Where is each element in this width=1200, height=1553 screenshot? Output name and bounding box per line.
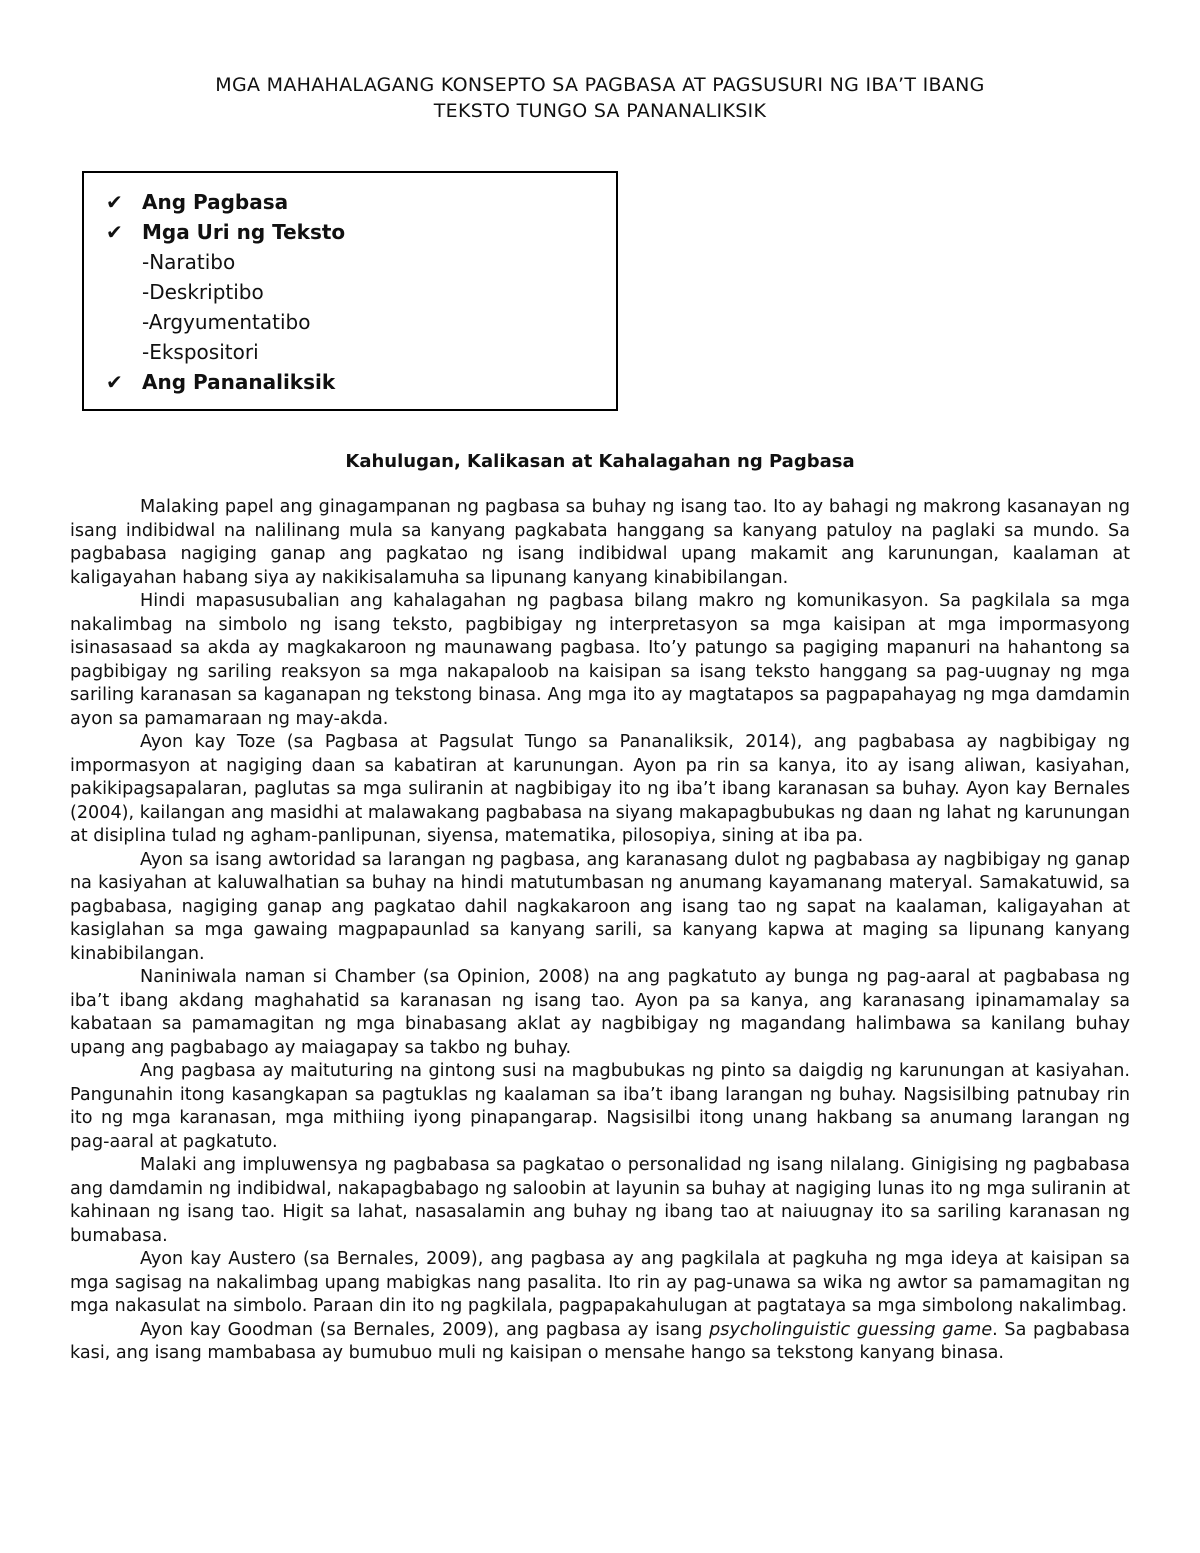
subtopic-naratibo: -Naratibo xyxy=(142,250,236,274)
topic-label: Ang Pananaliksik xyxy=(142,370,336,394)
checkmark-icon: ✔ xyxy=(106,370,123,394)
topic-label: Ang Pagbasa xyxy=(142,190,289,214)
title-line-2: TEKSTO TUNGO SA PANANALIKSIK xyxy=(433,100,767,122)
title-line-1: MGA MAHAHALAGANG KONSEPTO SA PAGBASA AT PAGSUSURI NG IBA’T IBANG xyxy=(215,74,985,96)
topic-item-pagbasa xyxy=(106,187,616,217)
subtopic-ekspositori: -Ekspositori xyxy=(142,340,259,364)
paragraph-9-text-end: . Sa pagbabasa kasi, ang isang mambabasa ay bumubuo muli ng kaisipan o mensahe hango sa tekstong kanyang binasa. xyxy=(70,1319,1131,1363)
topics-box xyxy=(82,171,618,411)
paragraph-2: Hindi mapasusubalian ang kahalagahan ng pagbasa bilang makro ng komunikasyon. Sa pagkilala sa mga nakalimbag na simbolo ng isang teksto, pagbibigay ng interpretasyon sa mga kaisipan at mga impormasyong isinasasaad sa akda ay magkakaroon ng maunawang pagbasa. Ito’y patungo sa pagiging mapanuri na hahantong sa pagbibigay ng sariling reaksyon sa mga nakapaloob na kaisipan sa isang teksto hanggang sa pag-uugnay ng mga sariling karanasan sa kaganapan ng tekstong binasa. Ang mga ito ay magtatapos sa pagpapahayag ng mga damdamin ayon sa pamamaraan ng may-akda. xyxy=(70,591,1130,729)
paragraph-4: Ayon sa isang awtoridad sa larangan ng pagbasa, ang karanasang dulot ng pagbabasa ay nagbibigay ng ganap na kasiyahan at kaluwalhatian sa buhay na hindi matutumbasan ng anumang kayamanang materyal. Samakatuwid, sa pagbabasa, nagiging ganap ang pagkatao dahil nagkakaroon ang isang tao ng sapat na kaalaman, kaligayahan at kasiglahan sa mga gawaing magpapaunlad sa kanyang sarili, sa kanyang kapwa at maging sa lipunang kanyang kinabibilangan. xyxy=(70,849,1130,964)
paragraph-5: Naniniwala naman si Chamber (sa Opinion, 2008) na ang pagkatuto ay bunga ng pag-aaral at pagbabasa ng iba’t ibang akdang maghahatid sa karanasan ng isang tao. Ayon pa sa kanya, ang karanasang ipinamamalay sa kabataan sa pamamagitan ng mga binabasang aklat ay nagbibigay ng magandang halimbawa sa kanilang buhay upang ang pagbabago ay maiagapay sa takbo ng buhay. xyxy=(70,967,1130,1058)
paragraph-6: Ang pagbasa ay maituturing na gintong susi na magbubukas ng pinto sa daigdig ng karunungan at kasiyahan. Pangunahin itong kasangkapan sa pagtuklas ng kaalaman sa iba’t ibang larangan ng buhay. Nagsisilbing patnubay rin ito ng mga karanasan, mga mithiing iyong pinapangarap. Nagsisilbi itong unang hakbang sa anumang larangan ng pag-aaral at pagkatuto. xyxy=(70,1061,1130,1152)
section-heading: Kahulugan, Kalikasan at Kahalagahan ng Pagbasa xyxy=(345,451,855,472)
italic-term: psycholinguistic guessing game xyxy=(709,1319,993,1340)
checkmark-icon: ✔ xyxy=(106,190,123,214)
body-text xyxy=(70,496,1130,1366)
document-title xyxy=(60,72,1140,124)
paragraph-9 xyxy=(70,1319,1130,1366)
topic-item-pananaliksik xyxy=(106,367,616,397)
paragraph-8: Ayon kay Austero (sa Bernales, 2009), ang pagbasa ay ang pagkilala at pagkuha ng mga ideya at kaisipan sa mga sagisag na nakalimbag upang mabigkas nang pasalita. Ito rin ay pag-unawa sa wika ng awtor sa pamamagitan ng mga nakasulat na simbolo. Paraan din ito ng pagkilala, pagpapakahulugan at pagtataya sa mga simbolong nakalimbag. xyxy=(70,1249,1130,1316)
topic-label: Mga Uri ng Teksto xyxy=(142,220,346,244)
subtopic-deskriptibo: -Deskriptibo xyxy=(142,280,264,304)
paragraph-3: Ayon kay Toze (sa Pagbasa at Pagsulat Tungo sa Pananaliksik, 2014), ang pagbabasa ay nagbibigay ng impormasyon at nagiging daan sa kabatiran at karunungan. Ayon pa rin sa kanya, ito ay isang aliwan, kasiyahan, pakikipagsapalaran, paglutas sa mga suliranin at nagbibigay ito ng iba’t ibang karanasan sa buhay. Ayon kay Bernales (2004), kailangan ang masidhi at malawakang pagbabasa na siyang makapagbubukas ng daan ng lahat ng karunungan at disiplina tulad ng agham-panlipunan, siyensa, matematika, pilosopiya, sining at iba pa. xyxy=(70,732,1130,846)
paragraph-9-text: Ayon kay Goodman (sa Bernales, 2009), ang pagbasa ay isang xyxy=(140,1319,710,1340)
topic-item-uri-ng-teksto xyxy=(106,217,616,247)
subtopic-argyumentatibo: -Argyumentatibo xyxy=(142,310,311,334)
checkmark-icon: ✔ xyxy=(106,220,123,244)
paragraph-1: Malaking papel ang ginagampanan ng pagbasa sa buhay ng isang tao. Ito ay bahagi ng makrong kasanayan ng isang indibidwal na nalilinang mula sa kanyang pagkabata hanggang sa kanyang patuloy na paglaki sa mundo. Sa pagbabasa nagiging ganap ang pagkatao ng isang indibidwal upang makamit ang karunungan, kaalaman at kaligayahan habang siya ay nakikisalamuha sa lipunang kanyang kinabibilangan. xyxy=(70,497,1130,588)
paragraph-7: Malaki ang impluwensya ng pagbabasa sa pagkatao o personalidad ng isang nilalang. Ginigising ng pagbabasa ang damdamin ng indibidwal, nakapagbabago ng saloobin at layunin sa buhay at nagiging lunas ito ng mga suliranin at kahinaan ng isang tao. Higit sa lahat, nasasalamin ang buhay ng ibang tao at naiuugnay ito sa sariling karanasan ng bumabasa. xyxy=(70,1155,1130,1246)
